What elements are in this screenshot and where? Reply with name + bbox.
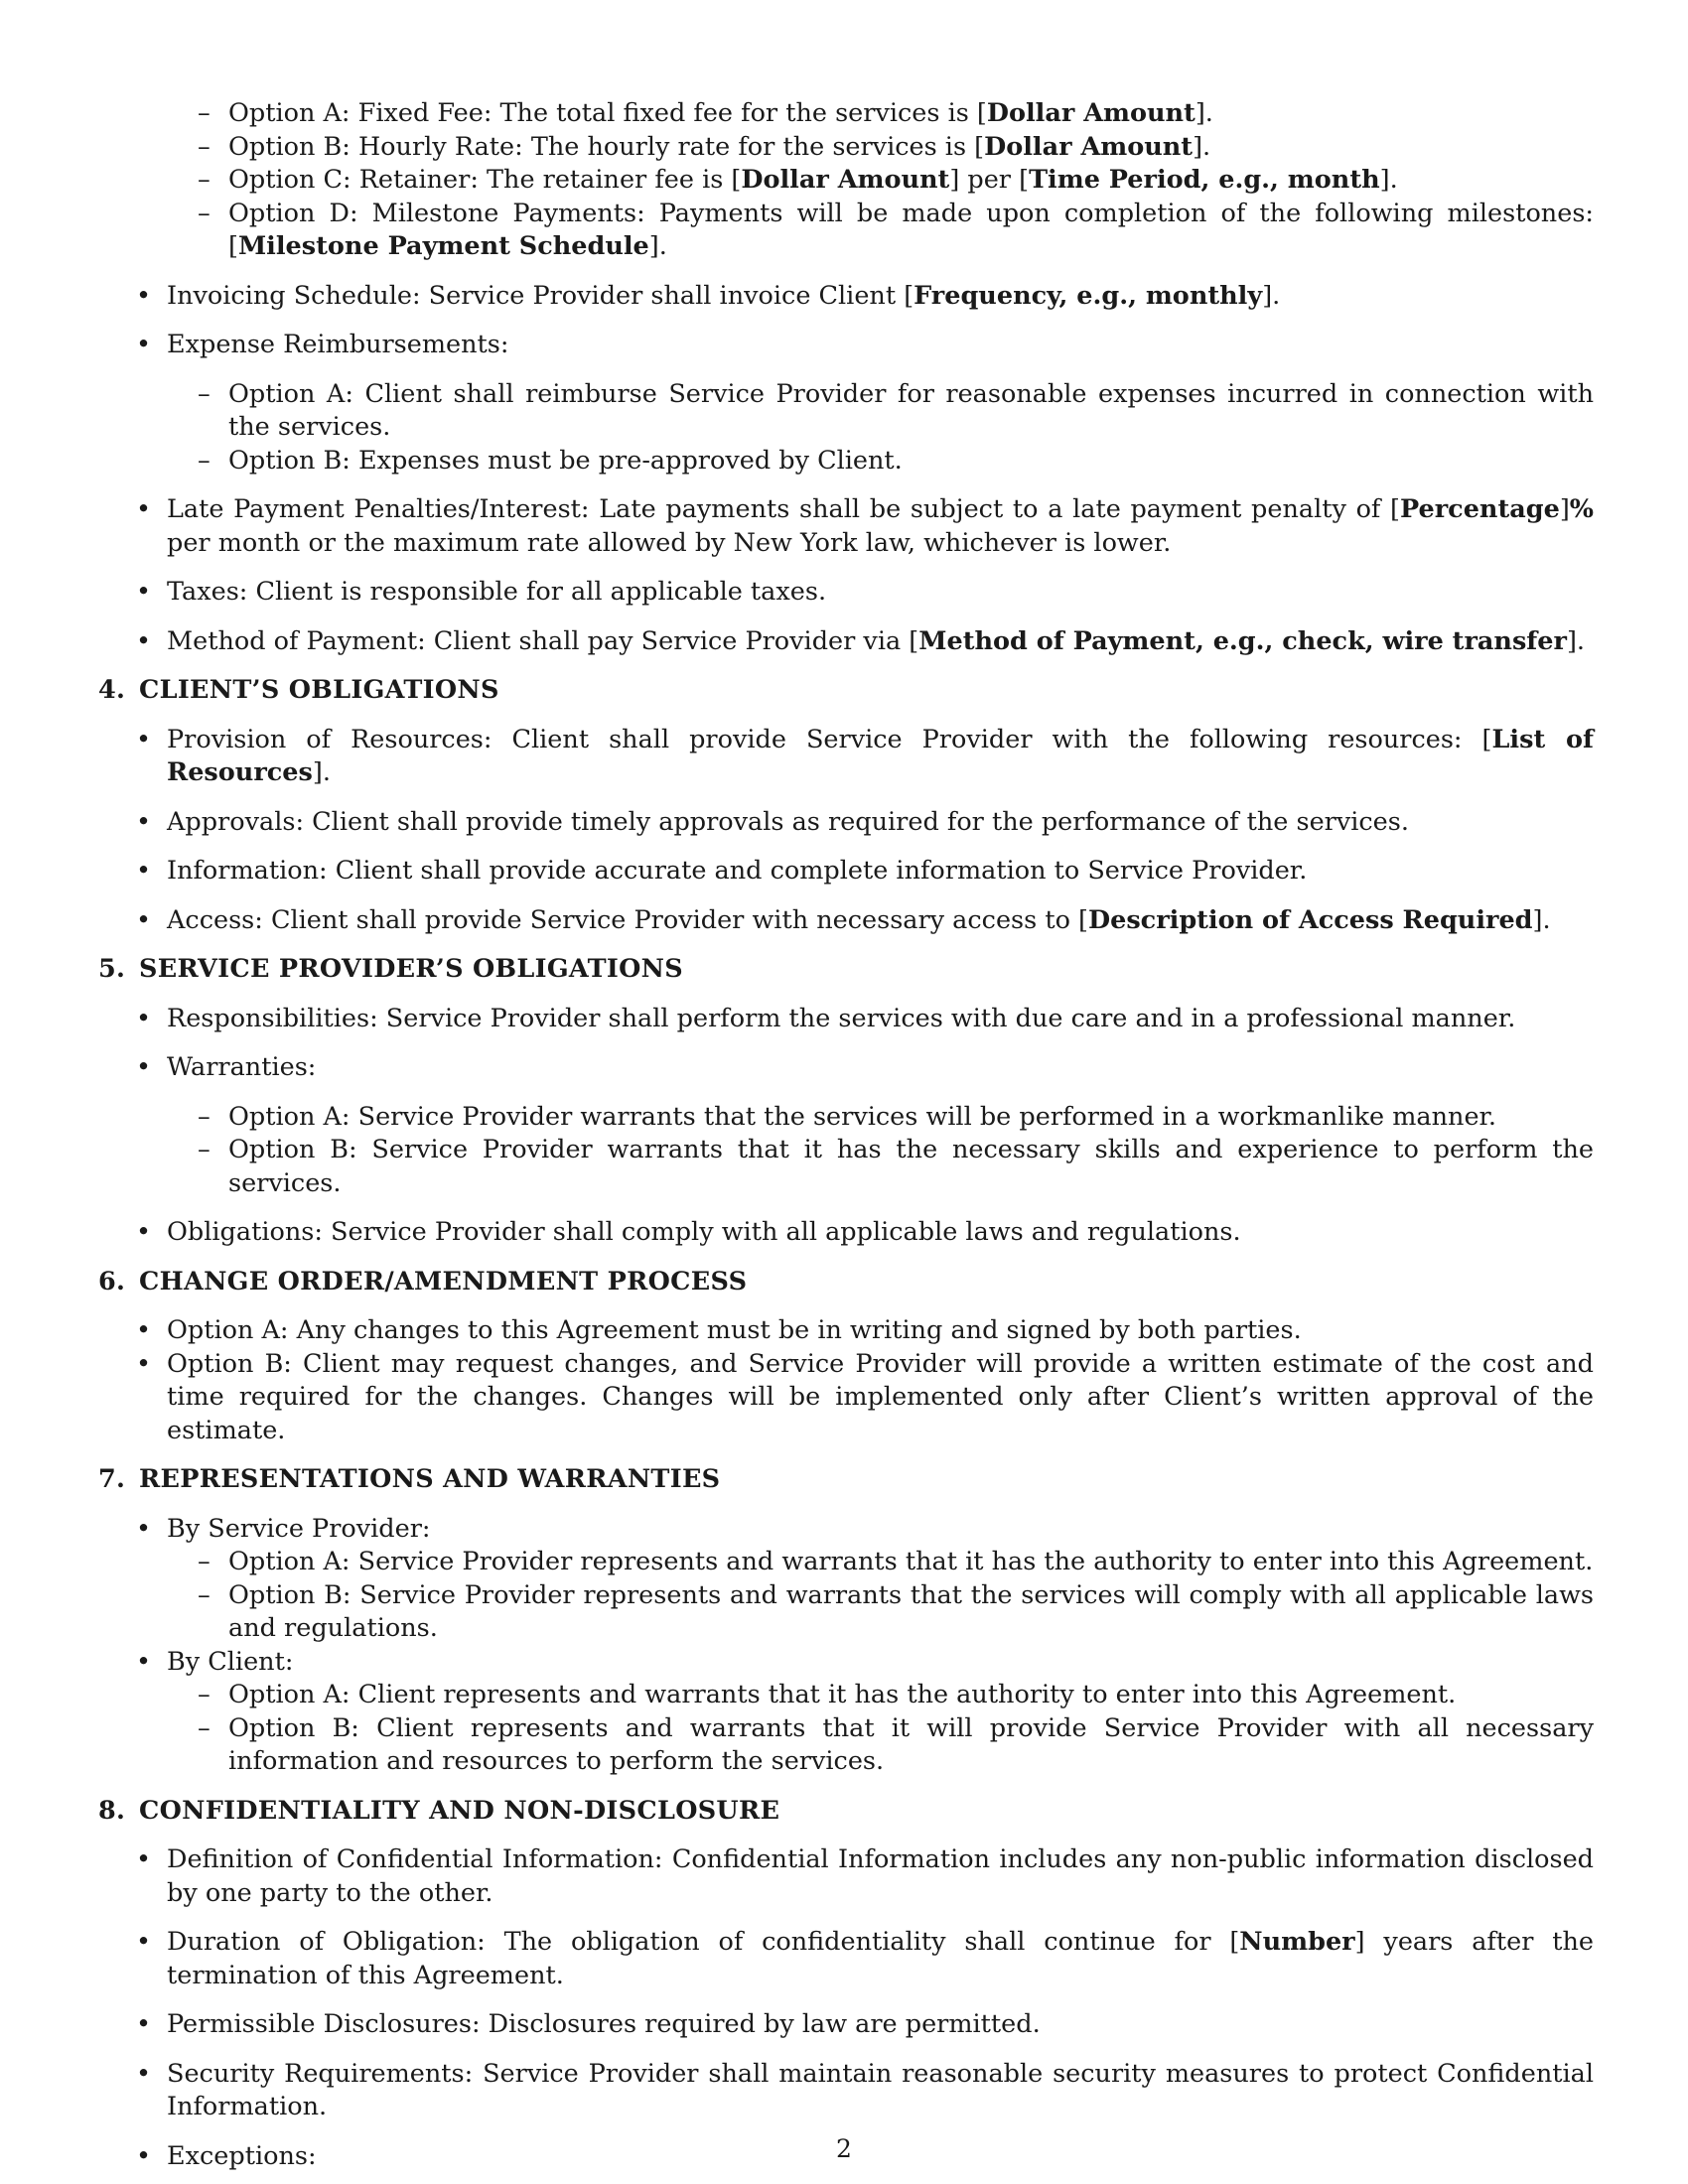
fee-option-c: – Option C: Retainer: The retainer fee is [Dollar Amount] per [Time Period, e.g., month].	[94, 164, 1594, 198]
section-heading: 5. SERVICE PROVIDER’S OBLIGATIONS	[98, 954, 683, 984]
section-heading: 6. CHANGE ORDER/AMENDMENT PROCESS	[98, 1266, 748, 1297]
security-requirements: • Security Requirements: Service Provider shall maintain reasonable security measures to protect Confidential Information.	[94, 2058, 1594, 2124]
by-service-provider: • By Service Provider:	[94, 1513, 1594, 1547]
warranties: • Warranties:	[94, 1051, 1594, 1085]
page-number: 2	[836, 2134, 852, 2163]
exceptions: • Exceptions:	[94, 2140, 1594, 2174]
obligations: • Obligations: Service Provider shall comply with all applicable laws and regulations.	[94, 1216, 1594, 1250]
warranty-option-b: – Option B: Service Provider warrants that it has the necessary skills and experience to perform the services.	[94, 1134, 1594, 1200]
by-client: • By Client:	[94, 1646, 1594, 1680]
rep-provider-option-b: – Option B: Service Provider represents and warrants that the services will comply with all applicable laws and regulations.	[94, 1579, 1594, 1646]
fee-option-a: – Option A: Fixed Fee: The total fixed fee for the services is [Dollar Amount].	[94, 97, 1594, 131]
change-option-b: • Option B: Client may request changes, and Service Provider will provide a written estimate of the cost and time required for the changes. Changes will be implemented only after Client’s written approval of the estimate.	[94, 1348, 1594, 1448]
rep-client-option-a: – Option A: Client represents and warrants that it has the authority to enter into this Agreement.	[94, 1679, 1594, 1712]
fee-option-d: – Option D: Milestone Payments: Payments will be made upon completion of the following milestones: [Milestone Payment Schedule].	[94, 198, 1594, 264]
late-payment-penalties: • Late Payment Penalties/Interest: Late payments shall be subject to a late payment penalty of [Percentage]% per month or the maximum rate allowed by New York law, whichever is lower.	[94, 493, 1594, 560]
access: • Access: Client shall provide Service Provider with necessary access to [Description of Access Required].	[94, 904, 1594, 938]
definition-confidential-info: • Definition of Confidential Information: Confidential Information includes any non-public information disclosed by one party to the other.	[94, 1843, 1594, 1910]
method-of-payment: • Method of Payment: Client shall pay Service Provider via [Method of Payment, e.g., check, wire transfer].	[94, 625, 1594, 659]
responsibilities: • Responsibilities: Service Provider shall perform the services with due care and in a professional manner.	[94, 1003, 1594, 1036]
expense-option-b: – Option B: Expenses must be pre-approved by Client.	[94, 445, 1594, 478]
rep-client-option-b: – Option B: Client represents and warrants that it will provide Service Provider with all necessary information and resources to perform the services.	[94, 1712, 1594, 1779]
section-heading: 7. REPRESENTATIONS AND WARRANTIES	[98, 1464, 721, 1494]
information: • Information: Client shall provide accurate and complete information to Service Provider.	[94, 855, 1594, 888]
rep-provider-option-a: – Option A: Service Provider represents and warrants that it has the authority to enter into this Agreement.	[94, 1546, 1594, 1579]
change-option-a: • Option A: Any changes to this Agreement must be in writing and signed by both parties.	[94, 1314, 1594, 1348]
warranty-option-a: – Option A: Service Provider warrants that the services will be performed in a workmanlike manner.	[94, 1101, 1594, 1135]
fee-option-b: – Option B: Hourly Rate: The hourly rate for the services is [Dollar Amount].	[94, 131, 1594, 165]
invoicing-schedule: • Invoicing Schedule: Service Provider shall invoice Client [Frequency, e.g., monthly].	[94, 280, 1594, 314]
section-heading: 8. CONFIDENTIALITY AND NON-DISCLOSURE	[98, 1795, 780, 1826]
section-heading: 4. CLIENT’S OBLIGATIONS	[98, 675, 499, 705]
approvals: • Approvals: Client shall provide timely approvals as required for the performance of the services.	[94, 806, 1594, 840]
expense-reimbursements: • Expense Reimbursements:	[94, 329, 1594, 362]
duration-of-obligation: • Duration of Obligation: The obligation of confidentiality shall continue for [Number] years after the termination of this Agreement.	[94, 1926, 1594, 1992]
expense-option-a: – Option A: Client shall reimburse Service Provider for reasonable expenses incurred in connection with the services.	[94, 378, 1594, 445]
permissible-disclosures: • Permissible Disclosures: Disclosures required by law are permitted.	[94, 2008, 1594, 2042]
document-page	[94, 97, 1594, 2173]
taxes: • Taxes: Client is responsible for all applicable taxes.	[94, 576, 1594, 610]
provision-of-resources: • Provision of Resources: Client shall provide Service Provider with the following resources: [List of Resources].	[94, 724, 1594, 790]
